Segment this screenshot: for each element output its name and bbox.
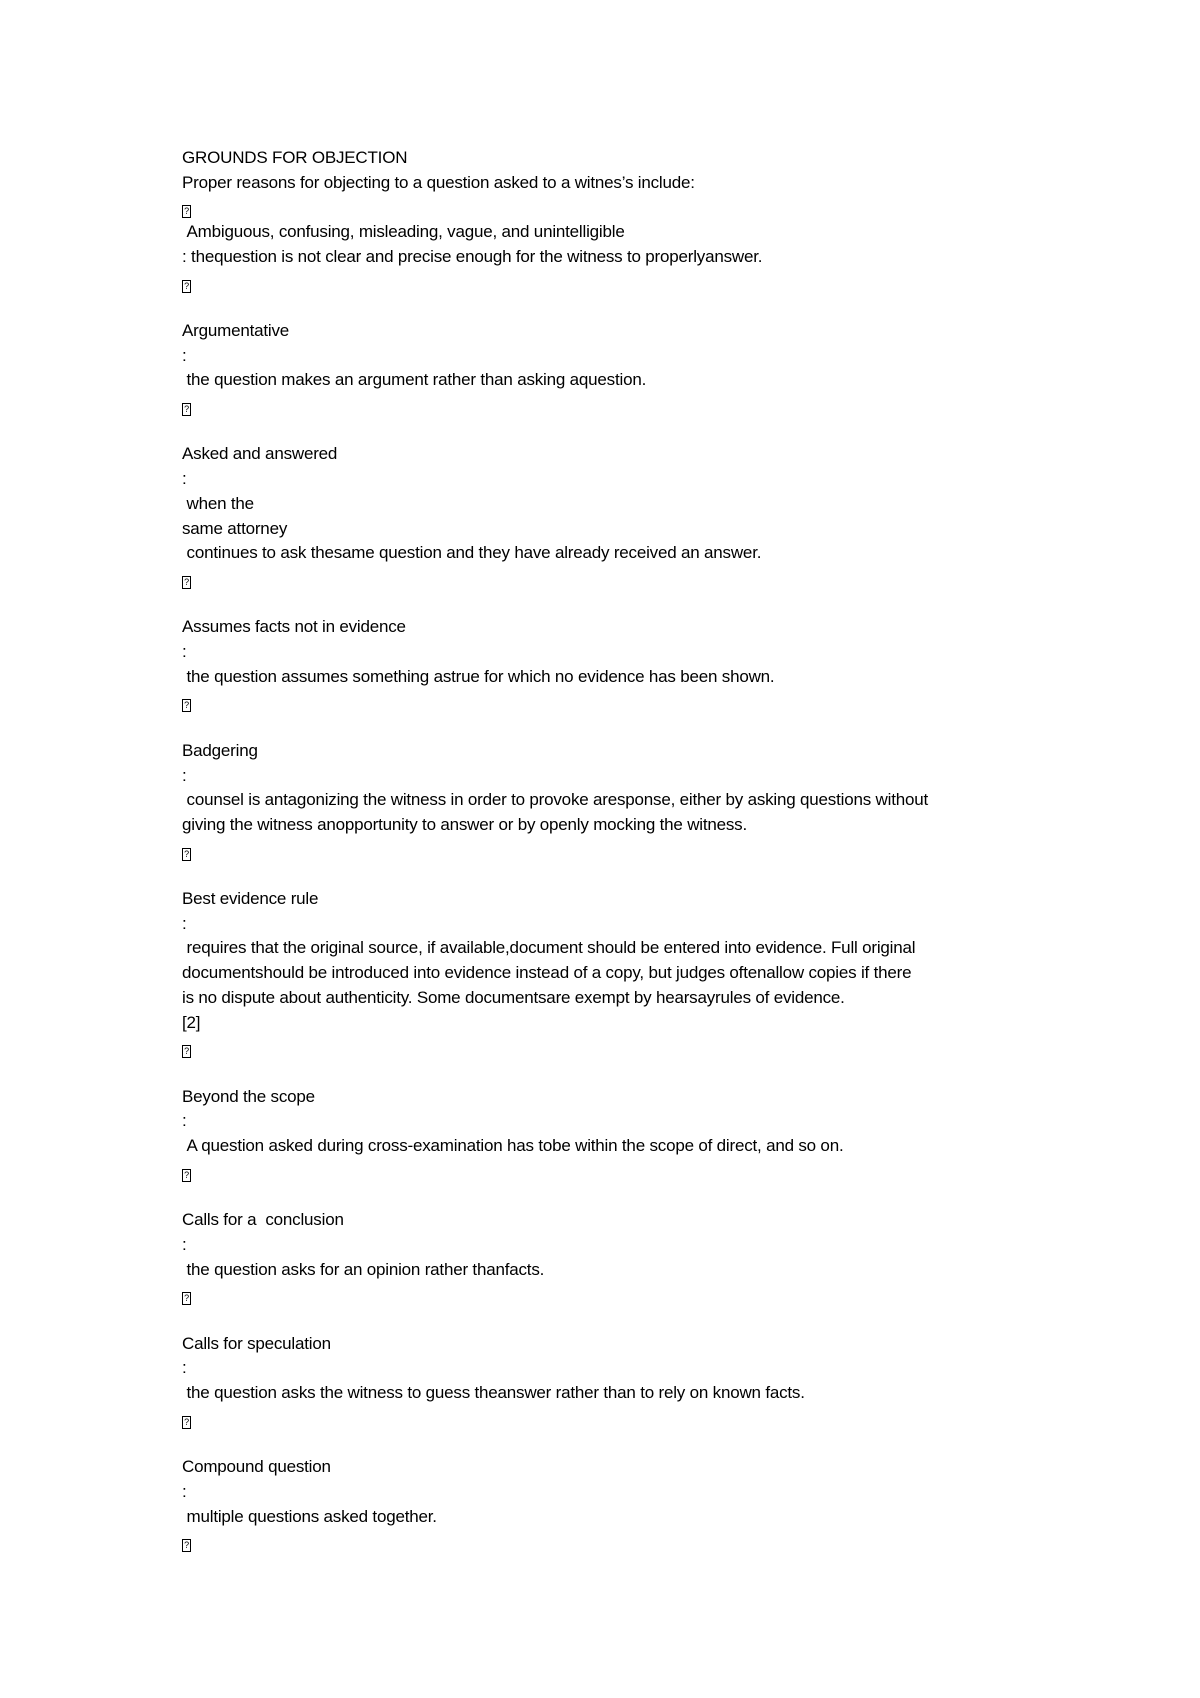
objection-description-line: same attorney [182, 518, 288, 538]
document-body [182, 146, 1042, 1554]
objection-item [182, 319, 1042, 443]
objection-list [182, 319, 1042, 1554]
bullet-placeholder-icon: ? [182, 838, 1042, 863]
objection-colon: : [182, 469, 187, 489]
bullet-placeholder-icon: ? [182, 1529, 1042, 1554]
objection-description-line: the question asks for an opinion rather thanfacts. [182, 1259, 545, 1279]
bullet-placeholder-icon: ? [182, 566, 1042, 591]
bullet-placeholder-icon: ? [182, 393, 1042, 418]
objection-item [182, 739, 1042, 887]
objection-item [182, 1455, 1042, 1554]
objection-item [182, 1208, 1042, 1332]
objection-colon: : [182, 345, 187, 365]
objection-description-line: the question assumes something astrue for which no evidence has been shown. [182, 666, 775, 686]
objection-term: Beyond the scope [182, 1086, 315, 1106]
objection-description-line: documentshould be introduced into evidence instead of a copy, but judges oftenallow copies if there [182, 963, 912, 983]
bullet-placeholder-icon: ? [182, 1282, 1042, 1307]
objection-term: Compound question [182, 1457, 331, 1477]
objection-term: Asked and answered [182, 444, 338, 464]
objection-description-line: giving the witness anopportunity to answer or by openly mocking the witness. [182, 814, 747, 834]
bullet-placeholder-icon: ? [182, 195, 1042, 220]
objection-description-line: multiple questions asked together. [182, 1506, 437, 1526]
bullet-placeholder-icon: ? [182, 1406, 1042, 1431]
objection-term: Calls for a conclusion [182, 1210, 344, 1230]
document-title: GROUNDS FOR OBJECTION [182, 148, 408, 167]
objection-term: Calls for speculation [182, 1333, 331, 1353]
objection-description-line: requires that the original source, if available,document should be entered into evidence. Full original [182, 938, 916, 958]
objection-item [182, 442, 1042, 615]
objection-colon: : [182, 1358, 187, 1378]
first-item-term: Ambiguous, confusing, misleading, vague, and unintelligible [182, 222, 625, 242]
objection-colon: : [182, 1111, 187, 1131]
bullet-placeholder-icon: ? [182, 1159, 1042, 1184]
objection-term: Best evidence rule [182, 889, 319, 909]
first-item-description: : thequestion is not clear and precise enough for the witness to properlyanswer. [182, 246, 763, 266]
objection-term: Argumentative [182, 320, 290, 340]
objection-description-line: is no dispute about authenticity. Some documentsare exempt by hearsayrules of evidence. [182, 987, 845, 1007]
objection-description-line: the question makes an argument rather than asking aquestion. [182, 370, 647, 390]
objection-item [182, 615, 1042, 739]
objection-description-line: the question asks the witness to guess theanswer rather than to rely on known facts. [182, 1383, 805, 1403]
bullet-placeholder-icon: ? [182, 689, 1042, 714]
objection-colon: : [182, 1234, 187, 1254]
objection-colon: : [182, 913, 187, 933]
objection-description-line: A question asked during cross-examination has tobe within the scope of direct, and so on. [182, 1136, 844, 1156]
objection-term: Assumes facts not in evidence [182, 617, 406, 637]
objection-description-line: continues to ask thesame question and they have already received an answer. [182, 543, 762, 563]
bullet-placeholder-icon: ? [182, 1035, 1042, 1060]
objection-description-line: when the [182, 493, 254, 513]
objection-item [182, 887, 1042, 1085]
bullet-placeholder-icon: ? [182, 270, 1042, 295]
objection-description-line: counsel is antagonizing the witness in order to provoke aresponse, either by asking questions without [182, 790, 929, 810]
intro-text: Proper reasons for objecting to a question asked to a witnes’s include: [182, 172, 695, 192]
objection-item [182, 1085, 1042, 1209]
objection-colon: : [182, 642, 187, 662]
objection-colon: : [182, 1481, 187, 1501]
objection-description-line: [2] [182, 1012, 201, 1032]
objection-colon: : [182, 765, 187, 785]
objection-item [182, 1332, 1042, 1456]
objection-term: Badgering [182, 740, 258, 760]
